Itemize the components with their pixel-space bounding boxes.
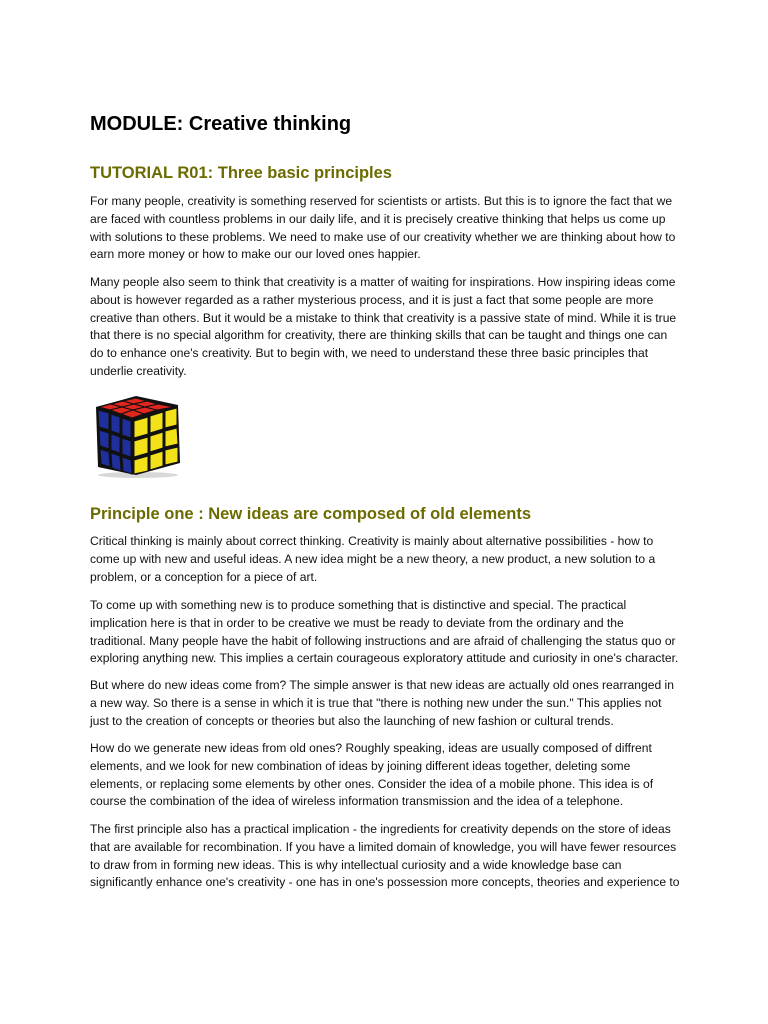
- module-title: MODULE: Creative thinking: [90, 113, 352, 135]
- principle-paragraph-5: The first principle also has a practical implication - the ingredients for creativity depends on the store of ideas that are available for recombination. If you have a limited domain of knowledge, you will have fewer resources to draw from in forming new ideas. This is why intellectual curiosity and a wide knowledge base can significantly enhance one's creativity - one has in one's possession more concepts, theories and experience to: [90, 822, 680, 890]
- intro-paragraph-2: Many people also seem to think that creativity is a matter of waiting for inspirations. How inspiring ideas come about is however regarded as a rather mysterious process, and it is just a fact that some people are more creative than others. But it would be a mistake to think that creativity is a passive state of mind. While it is true that there is no special algorithm for creativity, there are thinking skills that can be taught and things one can do to enhance one's creativity. But to begin with, we need to understand these three basic principles that underlie creativity.: [90, 275, 677, 378]
- principle-one-title: Principle one : New ideas are composed of old elements: [90, 505, 532, 523]
- rubiks-cube-icon: [92, 393, 182, 479]
- intro-paragraph-1: For many people, creativity is something reserved for scientists or artists. But this is to ignore the fact that we are faced with countless problems in our daily life, and it is precisely creative thinking that helps us come up with solutions to these problems. We need to make use of our creativity whether we are thinking about how to earn more money or how to make our our loved ones happier.: [90, 194, 676, 262]
- principle-paragraph-3: But where do new ideas come from? The simple answer is that new ideas are actually old ones rearranged in a new way. So there is a sense in which it is true that "there is nothing new under the sun." This applies not just to the creation of concepts or theories but also the launching of new fashion or cultural trends.: [90, 678, 674, 728]
- principle-paragraph-1: Critical thinking is mainly about correct thinking. Creativity is mainly about alternative possibilities - how to come up with new and useful ideas. A new idea might be a new theory, a new product, a new solution to a problem, or a conception for a piece of art.: [90, 534, 656, 584]
- tutorial-title: TUTORIAL R01: Three basic principles: [90, 164, 392, 182]
- principle-paragraph-2: To come up with something new is to produce something that is distinctive and special. The practical implication here is that in order to be creative we must be ready to deviate from the ordinary and the traditional. Many people have the habit of following instructions and are afraid of challenging the status quo or exploring anything new. This implies a certain courageous exploratory attitude and curiosity in one's character.: [90, 598, 679, 666]
- principle-paragraph-4: How do we generate new ideas from old ones? Roughly speaking, ideas are usually composed of diffrent elements, and we look for new combination of ideas by joining different ideas together, deleting some elements, or replacing some elements by other ones. Consider the idea of a mobile phone. This idea is of course the combination of the idea of wireless information transmission and the idea of a telephone.: [90, 741, 654, 809]
